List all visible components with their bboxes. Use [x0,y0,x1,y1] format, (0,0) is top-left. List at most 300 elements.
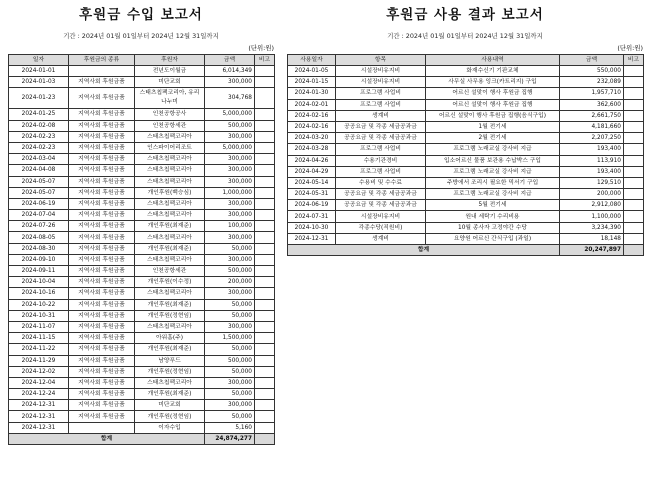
income-cell-note [255,389,275,400]
usage-row [288,177,644,188]
income-table [8,54,275,445]
income-cell-date: 2024-01-23 [9,88,69,109]
income-cell-date: 2024-10-04 [9,277,69,288]
income-cell-donor: 스태츠칩팩코리아 [135,232,205,243]
income-cell-amount: 300,000 [205,288,255,299]
income-cell-note [255,210,275,221]
income-cell-date: 2024-01-25 [9,109,69,120]
income-cell-type: 지역사회 후원금품 [69,131,135,142]
income-cell-donor: 이자수입 [135,422,205,433]
usage-cell-amount: 18,148 [560,233,624,244]
income-cell-amount: 300,000 [205,176,255,187]
usage-cell-detail: 어르신 설맞이 행사 후원금 집행 [426,88,560,99]
income-cell-donor: 개인후원(정현임) [135,310,205,321]
usage-row [288,121,644,132]
usage-cell-item: 공공요금 및 각종 세금공과금 [336,133,426,144]
income-cell-donor: 아워홈(주) [135,333,205,344]
usage-cell-date: 2024-03-20 [288,133,336,144]
income-cell-date: 2024-12-02 [9,366,69,377]
income-cell-type: 지역사회 후원금품 [69,176,135,187]
usage-cell-detail: 2월 전기세 [426,133,560,144]
usage-header-amount: 금액 [560,55,624,66]
income-cell-note [255,165,275,176]
usage-total-label: 합계 [288,245,560,256]
income-cell-type: 지역사회 후원금품 [69,165,135,176]
income-header-date: 일자 [9,55,69,66]
income-cell-donor: 스태츠칩팩코리아 [135,154,205,165]
income-row [9,109,275,120]
income-cell-donor: 개인후원(최재준) [135,243,205,254]
income-row [9,154,275,165]
income-cell-amount: 100,000 [205,221,255,232]
usage-cell-item: 생계비 [336,110,426,121]
usage-cell-note [624,99,644,110]
income-cell-amount: 1,500,000 [205,333,255,344]
usage-cell-detail: 주방에서 조리시 필요한 믹서기 구입 [426,177,560,188]
usage-cell-amount: 550,000 [560,66,624,77]
usage-cell-date: 2024-05-14 [288,177,336,188]
usage-cell-amount: 232,089 [560,77,624,88]
income-cell-donor: 인천공항공사 [135,109,205,120]
income-table-body [9,66,275,434]
income-cell-type: 지역사회 후원금품 [69,400,135,411]
income-cell-donor: 인스파이어리조트 [135,142,205,153]
usage-cell-date: 2024-01-15 [288,77,336,88]
income-row [9,377,275,388]
income-row [9,232,275,243]
usage-row [288,189,644,200]
income-row [9,288,275,299]
usage-header-row [288,55,644,66]
usage-cell-note [624,222,644,233]
income-cell-amount: 50,000 [205,366,255,377]
income-cell-donor: 남양푸드 [135,355,205,366]
income-cell-type: 지역사회 후원금품 [69,154,135,165]
income-cell-date: 2024-04-08 [9,165,69,176]
income-cell-type: 지역사회 후원금품 [69,310,135,321]
income-cell-amount: 304,768 [205,88,255,109]
income-header-donor: 후원자 [135,55,205,66]
income-cell-donor: 스태츠칩팩코리아 [135,254,205,265]
income-row [9,400,275,411]
income-cell-donor: 개인후원(이수정) [135,277,205,288]
income-cell-note [255,411,275,422]
usage-cell-item: 프로그램 사업비 [336,99,426,110]
income-cell-amount: 300,000 [205,232,255,243]
income-cell-type: 지역사회 후원금품 [69,344,135,355]
income-cell-type: 지역사회 후원금품 [69,210,135,221]
usage-cell-date: 2024-01-05 [288,66,336,77]
usage-total-amount: 20,247,897 [560,245,624,256]
income-cell-donor: 미단교회 [135,400,205,411]
usage-cell-note [624,200,644,211]
usage-header-note: 비고 [624,55,644,66]
income-cell-donor: 개인후원(최재준) [135,221,205,232]
usage-cell-note [624,88,644,99]
income-row [9,120,275,131]
income-total-amount: 24,874,277 [205,433,255,444]
income-row [9,243,275,254]
income-cell-note [255,366,275,377]
income-cell-amount: 500,000 [205,120,255,131]
usage-cell-amount: 193,400 [560,166,624,177]
usage-cell-detail: 10월 종사자 고정야간 수당 [426,222,560,233]
income-cell-type: 지역사회 후원금품 [69,232,135,243]
income-cell-note [255,377,275,388]
income-cell-type: 지역사회 후원금품 [69,277,135,288]
income-cell-amount: 500,000 [205,266,255,277]
income-cell-note [255,310,275,321]
income-row [9,366,275,377]
income-cell-donor: 스태츠칩팩코리아, 유리나누미 [135,88,205,109]
income-cell-note [255,422,275,433]
income-cell-date: 2024-12-04 [9,377,69,388]
income-cell-note [255,88,275,109]
usage-cell-detail: 원내 세탁기 수리비용 [426,211,560,222]
usage-row [288,110,644,121]
income-cell-date: 2024-11-22 [9,344,69,355]
income-cell-date: 2024-09-10 [9,254,69,265]
usage-cell-note [624,66,644,77]
income-cell-note [255,198,275,209]
usage-cell-note [624,233,644,244]
usage-header-date: 사용일자 [288,55,336,66]
income-cell-donor: 스태츠칩팩코리아 [135,131,205,142]
income-cell-date: 2024-02-23 [9,142,69,153]
income-total-row [9,433,275,444]
income-cell-amount: 300,000 [205,321,255,332]
income-cell-date: 2024-08-30 [9,243,69,254]
income-header-type: 후원금의 종류 [69,55,135,66]
income-cell-amount: 50,000 [205,243,255,254]
income-cell-note [255,299,275,310]
income-row [9,165,275,176]
income-row [9,299,275,310]
income-row [9,66,275,77]
usage-cell-item: 수용기관경비 [336,155,426,166]
income-row [9,321,275,332]
income-cell-type: 지역사회 후원금품 [69,377,135,388]
usage-cell-amount: 2,207,250 [560,133,624,144]
income-cell-note [255,120,275,131]
usage-total-note [624,245,644,256]
usage-cell-item: 공공요금 및 각종 세금공과금 [336,121,426,132]
income-cell-amount: 50,000 [205,344,255,355]
income-cell-date: 2024-09-11 [9,266,69,277]
income-cell-type: 지역사회 후원금품 [69,187,135,198]
income-cell-amount: 300,000 [205,77,255,88]
usage-row [288,66,644,77]
income-cell-amount: 6,014,349 [205,66,255,77]
income-cell-donor: 스태츠칩팩코리아 [135,198,205,209]
income-cell-donor: 인천공항세관 [135,120,205,131]
income-row [9,333,275,344]
income-cell-donor: 인천공항세관 [135,266,205,277]
income-cell-type: 지역사회 후원금품 [69,366,135,377]
income-cell-amount: 300,000 [205,210,255,221]
usage-cell-note [624,155,644,166]
income-cell-amount: 5,160 [205,422,255,433]
income-cell-type: 지역사회 후원금품 [69,389,135,400]
income-row [9,422,275,433]
income-header-note: 비고 [255,55,275,66]
income-cell-note [255,109,275,120]
usage-cell-amount: 4,181,660 [560,121,624,132]
income-cell-date: 2024-12-31 [9,411,69,422]
income-cell-date: 2024-05-07 [9,187,69,198]
income-cell-amount: 1,000,000 [205,187,255,198]
usage-cell-amount: 193,400 [560,144,624,155]
usage-cell-item: 시설장비유지비 [336,211,426,222]
income-cell-note [255,400,275,411]
income-cell-date: 2024-03-04 [9,154,69,165]
income-row [9,411,275,422]
income-cell-date: 2024-05-07 [9,176,69,187]
income-cell-donor: 스태츠칩팩코리아 [135,377,205,388]
income-row [9,210,275,221]
income-cell-note [255,66,275,77]
usage-cell-amount: 1,100,000 [560,211,624,222]
income-row [9,131,275,142]
income-cell-donor: 개인후원(정현임) [135,411,205,422]
income-cell-date: 2024-07-26 [9,221,69,232]
income-cell-note [255,266,275,277]
income-cell-date: 2024-12-31 [9,400,69,411]
income-header-amount: 금액 [205,55,255,66]
income-cell-date: 2024-12-24 [9,389,69,400]
income-cell-type [69,66,135,77]
usage-cell-detail: 5월 전기세 [426,200,560,211]
usage-cell-date: 2024-07-31 [288,211,336,222]
income-cell-date: 2024-11-29 [9,355,69,366]
income-cell-amount: 50,000 [205,389,255,400]
usage-cell-amount: 1,957,710 [560,88,624,99]
usage-cell-item: 공공요금 및 각종 세금공과금 [336,189,426,200]
income-row [9,355,275,366]
usage-cell-item: 생계비 [336,233,426,244]
usage-row [288,88,644,99]
usage-cell-detail: 프로그램 노래교실 강사비 지급 [426,166,560,177]
income-cell-type: 지역사회 후원금품 [69,198,135,209]
usage-cell-amount: 3,234,390 [560,222,624,233]
usage-cell-date: 2024-05-31 [288,189,336,200]
income-cell-donor: 스태츠칩팩코리아 [135,176,205,187]
usage-row [288,133,644,144]
income-cell-amount: 300,000 [205,254,255,265]
income-cell-amount: 300,000 [205,165,255,176]
income-cell-note [255,176,275,187]
income-cell-donor: 전년도이월금 [135,66,205,77]
income-cell-note [255,154,275,165]
income-cell-type: 지역사회 후원금품 [69,221,135,232]
usage-cell-amount: 2,661,750 [560,110,624,121]
income-cell-note [255,344,275,355]
usage-cell-detail: 입소어르신 물품 보관용 수납박스 구입 [426,155,560,166]
usage-cell-item: 프로그램 사업비 [336,166,426,177]
income-cell-amount: 50,000 [205,411,255,422]
income-cell-date: 2024-11-07 [9,321,69,332]
income-cell-donor: 개인후원(최재준) [135,344,205,355]
usage-cell-item: 공공요금 및 각종 세금공과금 [336,200,426,211]
usage-report-title: 후원금 사용 결과 보고서 [386,7,544,23]
usage-cell-amount: 362,600 [560,99,624,110]
income-cell-date: 2024-10-22 [9,299,69,310]
income-row [9,221,275,232]
income-cell-donor: 개인후원(최재준) [135,389,205,400]
income-cell-amount: 300,000 [205,198,255,209]
income-cell-type: 지역사회 후원금품 [69,243,135,254]
usage-cell-date: 2024-01-30 [288,88,336,99]
usage-cell-detail: 요양원 어르신 간식구입 (과일) [426,233,560,244]
usage-table-body [288,66,644,245]
usage-report-period: 기간 : 2024년 01월 01일부터 2024년 12월 31일까지 [387,32,543,40]
usage-cell-date: 2024-02-16 [288,110,336,121]
income-row [9,277,275,288]
income-cell-date: 2024-01-01 [9,66,69,77]
income-cell-note [255,288,275,299]
income-row [9,176,275,187]
usage-cell-item: 수용비 및 수수료 [336,177,426,188]
income-report [8,0,274,445]
income-cell-date: 2024-10-16 [9,288,69,299]
usage-cell-date: 2024-10-30 [288,222,336,233]
usage-cell-note [624,110,644,121]
income-row [9,88,275,109]
income-cell-amount: 5,000,000 [205,109,255,120]
usage-cell-date: 2024-02-01 [288,99,336,110]
income-total-note [255,433,275,444]
usage-cell-note [624,189,644,200]
income-cell-amount: 500,000 [205,355,255,366]
usage-cell-detail: 프로그램 노래교실 강사비 지급 [426,189,560,200]
income-unit-label: (단위:원) [248,44,274,52]
usage-table [287,54,644,256]
income-cell-donor: 개인후원(백승심) [135,187,205,198]
usage-cell-note [624,77,644,88]
usage-cell-note [624,121,644,132]
income-cell-type: 지역사회 후원금품 [69,266,135,277]
usage-row [288,99,644,110]
income-row [9,187,275,198]
income-row [9,310,275,321]
usage-cell-note [624,144,644,155]
income-cell-amount: 200,000 [205,277,255,288]
income-cell-date: 2024-01-03 [9,77,69,88]
income-cell-type: 지역사회 후원금품 [69,109,135,120]
income-cell-note [255,355,275,366]
income-total-label: 합계 [9,433,205,444]
income-header-row [9,55,275,66]
usage-cell-detail: 어르신 설맞이 행사 후원금 집행 [426,99,560,110]
income-cell-note [255,254,275,265]
usage-cell-note [624,166,644,177]
income-cell-note [255,333,275,344]
income-cell-type: 지역사회 후원금품 [69,88,135,109]
income-cell-donor: 스태츠칩팩코리아 [135,321,205,332]
usage-cell-detail: 1월 전기세 [426,121,560,132]
usage-header-item: 항목 [336,55,426,66]
income-cell-amount: 300,000 [205,377,255,388]
income-cell-type: 지역사회 후원금품 [69,299,135,310]
income-cell-note [255,77,275,88]
usage-row [288,77,644,88]
income-cell-amount: 300,000 [205,154,255,165]
income-cell-note [255,221,275,232]
income-cell-date: 2024-07-04 [9,210,69,221]
usage-cell-detail: 화재수신기 기판교체 [426,66,560,77]
usage-cell-note [624,133,644,144]
income-cell-date: 2024-11-15 [9,333,69,344]
income-cell-note [255,187,275,198]
income-cell-donor: 스태츠칩팩코리아 [135,165,205,176]
income-cell-amount: 50,000 [205,299,255,310]
income-cell-type: 지역사회 후원금품 [69,77,135,88]
usage-cell-date: 2024-02-16 [288,121,336,132]
income-cell-note [255,142,275,153]
income-cell-date: 2024-12-31 [9,422,69,433]
income-row [9,142,275,153]
income-report-period: 기간 : 2024년 01월 01일부터 2024년 12월 31일까지 [63,32,219,40]
usage-cell-item: 프로그램 사업비 [336,88,426,99]
usage-cell-item: 시설장비유지비 [336,77,426,88]
income-cell-donor: 미단교회 [135,77,205,88]
income-cell-note [255,232,275,243]
income-cell-donor: 개인후원(정현임) [135,366,205,377]
usage-cell-amount: 2,912,080 [560,200,624,211]
usage-cell-amount: 129,510 [560,177,624,188]
usage-unit-label: (단위:원) [617,44,643,52]
income-cell-type: 지역사회 후원금품 [69,355,135,366]
income-cell-note [255,321,275,332]
income-cell-amount: 5,000,000 [205,142,255,153]
income-cell-date: 2024-08-05 [9,232,69,243]
income-cell-type: 지역사회 후원금품 [69,288,135,299]
usage-total-row [288,245,644,256]
usage-cell-date: 2024-04-26 [288,155,336,166]
income-cell-date: 2024-02-23 [9,131,69,142]
income-cell-amount: 300,000 [205,400,255,411]
usage-cell-detail: 사무실 사무용 잉크(카트리지) 구입 [426,77,560,88]
income-cell-type: 지역사회 후원금품 [69,321,135,332]
income-cell-donor: 개인후원(최재준) [135,299,205,310]
usage-cell-detail: 프로그램 노래교실 강사비 지급 [426,144,560,155]
usage-row [288,211,644,222]
usage-cell-date: 2024-04-29 [288,166,336,177]
usage-row [288,144,644,155]
income-cell-type: 지역사회 후원금품 [69,411,135,422]
usage-cell-note [624,177,644,188]
income-cell-note [255,131,275,142]
usage-report [287,0,643,256]
usage-cell-detail: 어르신 설맞이 행사 후원금 집행(음식구입) [426,110,560,121]
income-cell-type [69,422,135,433]
usage-row [288,222,644,233]
income-cell-donor: 스태츠칩팩코리아 [135,210,205,221]
income-cell-note [255,243,275,254]
usage-row [288,155,644,166]
income-cell-type: 지역사회 후원금품 [69,142,135,153]
usage-cell-item: 시설장비유지비 [336,66,426,77]
income-row [9,254,275,265]
usage-cell-note [624,211,644,222]
usage-cell-item: 프로그램 사업비 [336,144,426,155]
income-cell-type: 지역사회 후원금품 [69,120,135,131]
income-row [9,389,275,400]
income-cell-date: 2024-06-19 [9,198,69,209]
usage-cell-item: 각종수당(직원비) [336,222,426,233]
income-cell-note [255,277,275,288]
usage-cell-amount: 113,910 [560,155,624,166]
